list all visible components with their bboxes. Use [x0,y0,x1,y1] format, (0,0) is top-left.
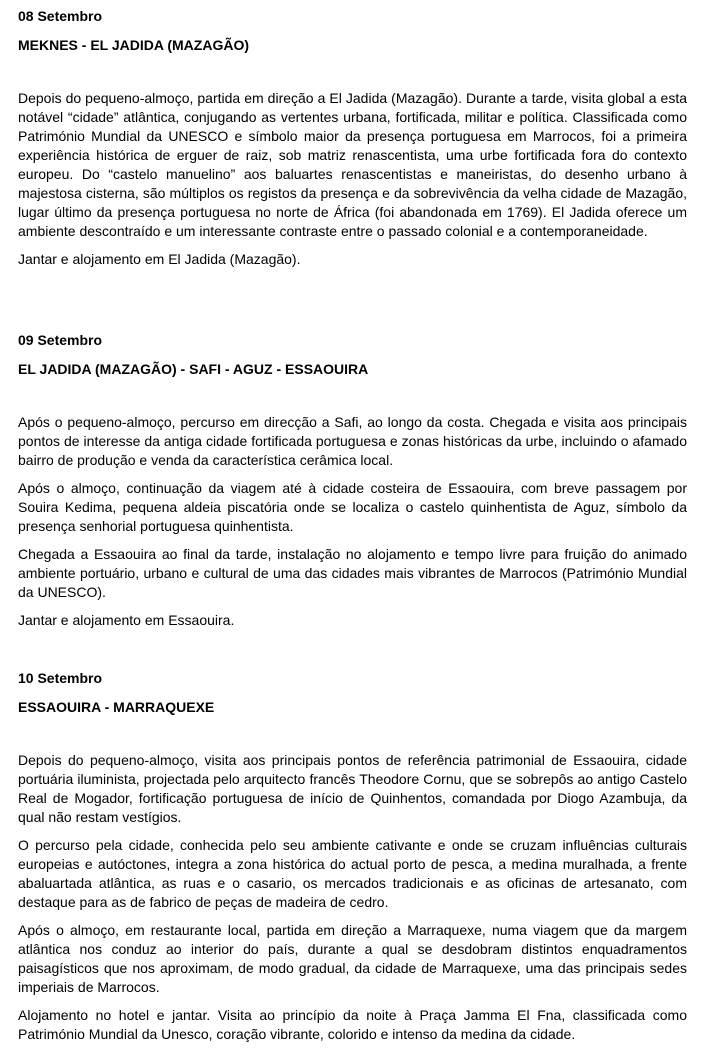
day-date: 08 Setembro [18,8,103,24]
paragraph: Após o pequeno-almoço, percurso em direcção a Safi, ao longo da costa. Chegada e visita aos principais pontos de interesse da antiga cidade fortificada portuguesa e zonas históricas da urbe, incluindo o afamado bairro de produção e venda da característica cerâmica local. [18,414,687,468]
day-route-title: EL JADIDA (MAZAGÃO) - SAFI - AGUZ - ESSAOUIRA [18,361,369,377]
day-date: 10 Setembro [18,670,103,686]
day-route-title: ESSAOUIRA - MARRAQUEXE [18,699,215,715]
paragraph: Jantar e alojamento em El Jadida (Mazagão). [18,251,301,267]
day-section-08-setembro [18,7,687,278]
paragraph: Chegada a Essaouira ao final da tarde, instalação no alojamento e tempo livre para fruição do animado ambiente portuário, urbano e cultural de uma das cidades mais vibrantes de Marrocos (Património Mundial da UNESCO). [18,546,687,600]
paragraph: Alojamento no hotel e jantar. Visita ao princípio da noite à Praça Jamma El Fna, classificada como Património Mundial da Unesco, coração vibrante, colorido e intenso da medina da cidade. [18,1007,687,1042]
paragraph: Jantar e alojamento em Essaouira. [18,612,235,628]
paragraph: O percurso pela cidade, conhecida pelo seu ambiente cativante e onde se cruzam influências culturais europeias e autóctones, integra a zona histórica do actual porto de pesca, a medina muralhada, a frente abaluartada atlântica, as ruas e o casario, os mercados tradicionais e as oficinas de artesanato, com destaque para as de fabrico de peças de madeira de cedro. [18,837,687,910]
day-section-10-setembro [18,669,687,1053]
day-date: 09 Setembro [18,332,103,348]
paragraph: Após o almoço, em restaurante local, partida em direção a Marraquexe, numa viagem que da margem atlântica nos conduz ao interior do país, durante a qual se desdobram distintos enquadramentos paisagísticos que nos aproximam, de modo gradual, da cidade de Marraquexe, uma das principais sedes imperiais de Marrocos. [18,922,687,995]
day-section-09-setembro [18,331,687,639]
day-description [18,89,687,269]
day-description [18,751,687,1044]
paragraph: Depois do pequeno-almoço, visita aos principais pontos de referência patrimonial de Essaouira, cidade portuária iluminista, projectada pelo arquitecto francês Theodore Cornu, que se sobrepôs ao antigo Castelo Real de Mogador, fortificação portuguesa de início de Quinhentos, comandada por Diogo Azambuja, da qual não restam vestígios. [18,752,687,825]
day-route-title: MEKNES - EL JADIDA (MAZAGÃO) [18,37,249,53]
paragraph: Depois do pequeno-almoço, partida em direção a El Jadida (Mazagão). Durante a tarde, visita global a esta notável “cidade” atlântica, conjugando as vertentes urbana, fortificada, militar e política. Classificada como Património Mundial da UNESCO e símbolo maior da presença portuguesa em Marrocos, foi a primeira experiência histórica de erguer de raiz, sob matriz renascentista, uma urbe fortificada fora do contexto europeu. Do “castelo manuelino” aos baluartes renascentistas e maneiristas, do desenho urbano à majestosa cisterna, são múltiplos os registos da presença e da sobrevivência da velha cidade de Mazagão, lugar último da presença portuguesa no norte de África (foi abandonada em 1769). El Jadida oferece um ambiente descontraído e um interessante contraste entre o passado colonial e a contemporaneidade. [18,90,687,239]
paragraph: Após o almoço, continuação da viagem até à cidade costeira de Essaouira, com breve passagem por Souira Kedima, pequena aldeia piscatória onde se localiza o castelo quinhentista de Aguz, símbolo da presença senhorial portuguesa quinhentista. [18,480,687,534]
day-description [18,413,687,630]
